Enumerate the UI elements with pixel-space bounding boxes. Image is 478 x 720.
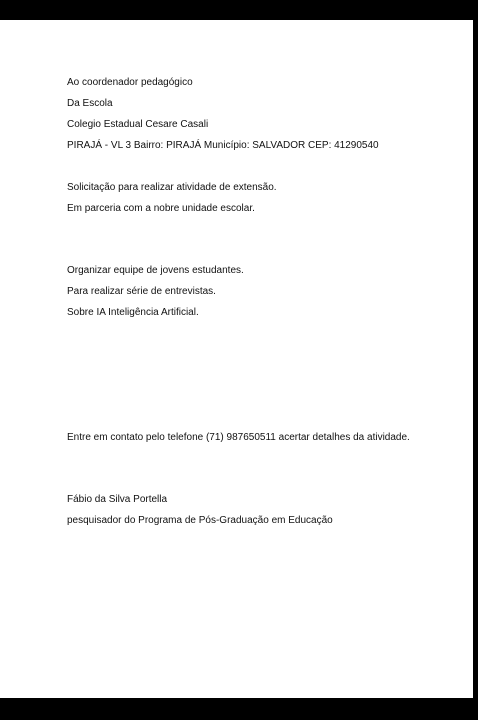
document-page — [0, 20, 473, 698]
body-line-3: Sobre IA Inteligência Artificial. — [67, 307, 199, 318]
recipient-line-2: Da Escola — [67, 98, 113, 109]
recipient-address: PIRAJÁ - VL 3 Bairro: PIRAJÁ Município: SALVADOR CEP: 41290540 — [67, 140, 379, 151]
body-line-1: Organizar equipe de jovens estudantes. — [67, 265, 244, 276]
subject-line-2: Em parceria com a nobre unidade escolar. — [67, 203, 255, 214]
contact-line: Entre em contato pelo telefone (71) 987650511 acertar detalhes da atividade. — [67, 432, 410, 443]
recipient-line-3: Colegio Estadual Cesare Casali — [67, 119, 209, 130]
signature-name: Fábio da Silva Portella — [67, 494, 168, 505]
recipient-line-1: Ao coordenador pedagógico — [67, 77, 193, 88]
subject-line-1: Solicitação para realizar atividade de extensão. — [67, 182, 277, 193]
signature-role: pesquisador do Programa de Pós-Graduação em Educação — [67, 515, 333, 526]
body-line-2: Para realizar série de entrevistas. — [67, 286, 216, 297]
